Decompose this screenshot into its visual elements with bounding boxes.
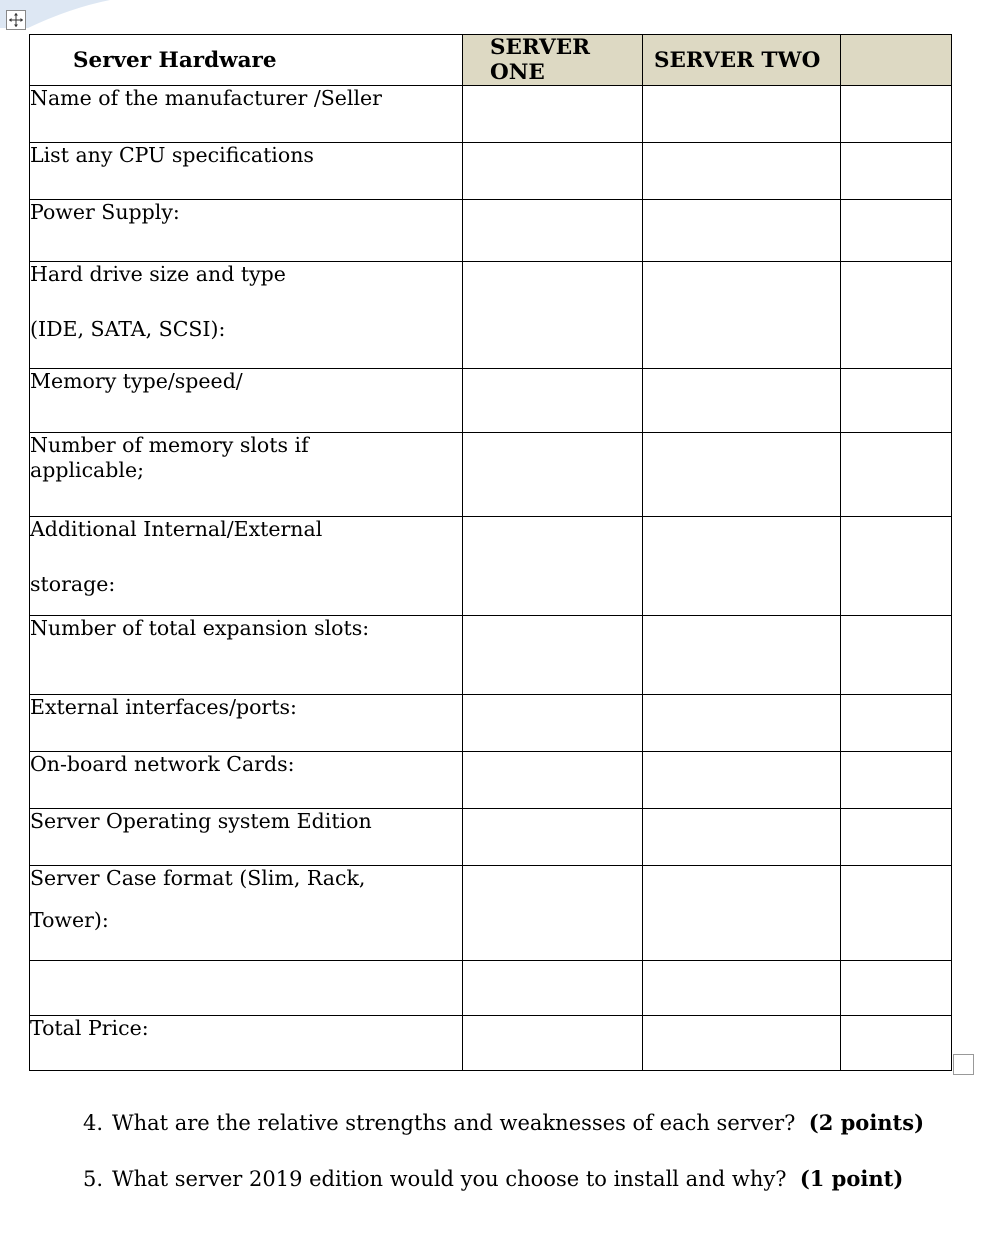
table-row-total (30, 1016, 952, 1071)
extra-total-cell[interactable] (841, 1016, 952, 1071)
question-text-wrap (112, 1164, 903, 1194)
table-row (30, 143, 952, 200)
row-label-line: Power Supply: (30, 200, 180, 224)
server-one-cell[interactable] (463, 752, 643, 809)
row-label-line: Name of the manufacturer /Seller (30, 86, 382, 110)
server-one-cell[interactable] (463, 616, 643, 695)
question-points: (2 points) (808, 1110, 925, 1135)
table-row (30, 86, 952, 143)
table-row (30, 961, 952, 1016)
server-two-cell[interactable] (643, 200, 841, 262)
server-two-cell[interactable] (643, 86, 841, 143)
question-text: What server 2019 edition would you choose to install and why? (112, 1167, 787, 1191)
table-resize-handle[interactable] (953, 1054, 974, 1075)
total-price-label (30, 1016, 463, 1071)
extra-cell[interactable] (841, 752, 952, 809)
row-label-line: Total Price: (30, 1016, 149, 1040)
server-hardware-table (29, 34, 952, 1071)
table-row (30, 809, 952, 866)
server-two-cell[interactable] (643, 616, 841, 695)
table-row (30, 866, 952, 961)
extra-cell[interactable] (841, 616, 952, 695)
row-label (30, 809, 463, 866)
question-number: 4. (82, 1111, 103, 1135)
server-two-cell[interactable] (643, 695, 841, 752)
server-one-total-cell[interactable] (463, 1016, 643, 1071)
row-label-line: storage: (30, 572, 116, 596)
server-two-cell[interactable] (643, 809, 841, 866)
table-row (30, 369, 952, 433)
server-two-cell[interactable] (643, 262, 841, 369)
question-text: What are the relative strengths and weaknesses of each server? (112, 1111, 796, 1135)
server-two-cell[interactable] (643, 143, 841, 200)
question-number: 5. (82, 1167, 103, 1191)
server-one-cell[interactable] (463, 517, 643, 616)
table-row (30, 695, 952, 752)
extra-cell[interactable] (841, 143, 952, 200)
header-blank (841, 35, 952, 86)
table-move-handle[interactable] (6, 10, 26, 30)
extra-cell[interactable] (841, 866, 952, 961)
move-arrows-icon (8, 12, 24, 28)
server-one-cell[interactable] (463, 200, 643, 262)
table-row (30, 262, 952, 369)
row-label (30, 369, 463, 433)
row-label (30, 433, 463, 517)
row-label (30, 517, 463, 616)
row-label-line: Server Operating system Edition (30, 809, 372, 833)
table-header-row (30, 35, 952, 86)
row-label-line: Additional Internal/External (30, 517, 323, 541)
row-label (30, 752, 463, 809)
question-text-wrap (112, 1108, 924, 1138)
question-points: (1 point) (799, 1166, 904, 1191)
server-two-cell[interactable] (643, 517, 841, 616)
extra-cell[interactable] (841, 369, 952, 433)
row-label (30, 616, 463, 695)
row-label (30, 695, 463, 752)
row-label-line: List any CPU specifications (30, 143, 314, 167)
row-label-line: Server Case format (Slim, Rack, (30, 866, 366, 890)
server-two-cell[interactable] (643, 866, 841, 961)
row-label-line: External interfaces/ports: (30, 695, 297, 719)
server-two-cell[interactable] (643, 752, 841, 809)
row-label (30, 200, 463, 262)
row-label-line: Number of total expansion slots: (30, 616, 370, 640)
row-label-line: (IDE, SATA, SCSI): (30, 317, 226, 341)
server-one-cell[interactable] (463, 695, 643, 752)
extra-cell[interactable] (841, 695, 952, 752)
header-server-hardware: Server Hardware (30, 35, 463, 86)
server-two-cell[interactable] (643, 433, 841, 517)
row-label (30, 86, 463, 143)
header-server-two: SERVER TWO (643, 35, 841, 86)
server-one-cell[interactable] (463, 369, 643, 433)
server-one-cell[interactable] (463, 866, 643, 961)
table-row (30, 200, 952, 262)
row-label-line: On-board network Cards: (30, 752, 295, 776)
server-one-cell[interactable] (463, 86, 643, 143)
row-label (30, 143, 463, 200)
extra-cell[interactable] (841, 86, 952, 143)
row-label-line: Number of memory slots if applicable; (30, 433, 309, 482)
row-label (30, 262, 463, 369)
row-label-line: Memory type/speed/ (30, 369, 243, 393)
table-row (30, 752, 952, 809)
server-two-cell[interactable] (643, 369, 841, 433)
row-label (30, 961, 463, 1016)
table-row (30, 433, 952, 517)
server-one-cell[interactable] (463, 262, 643, 369)
server-two-cell[interactable] (643, 961, 841, 1016)
extra-cell[interactable] (841, 200, 952, 262)
table-row (30, 616, 952, 695)
extra-cell[interactable] (841, 262, 952, 369)
header-server-one: SERVER ONE (463, 35, 643, 86)
row-label (30, 866, 463, 961)
extra-cell[interactable] (841, 961, 952, 1016)
server-one-cell[interactable] (463, 433, 643, 517)
table-row (30, 517, 952, 616)
row-label-line: Hard drive size and type (30, 262, 286, 286)
row-label-line: Tower): (30, 908, 109, 932)
extra-cell[interactable] (841, 809, 952, 866)
extra-cell[interactable] (841, 517, 952, 616)
server-two-total-cell[interactable] (643, 1016, 841, 1071)
server-one-cell[interactable] (463, 143, 643, 200)
server-one-cell[interactable] (463, 809, 643, 866)
server-one-cell[interactable] (463, 961, 643, 1016)
extra-cell[interactable] (841, 433, 952, 517)
